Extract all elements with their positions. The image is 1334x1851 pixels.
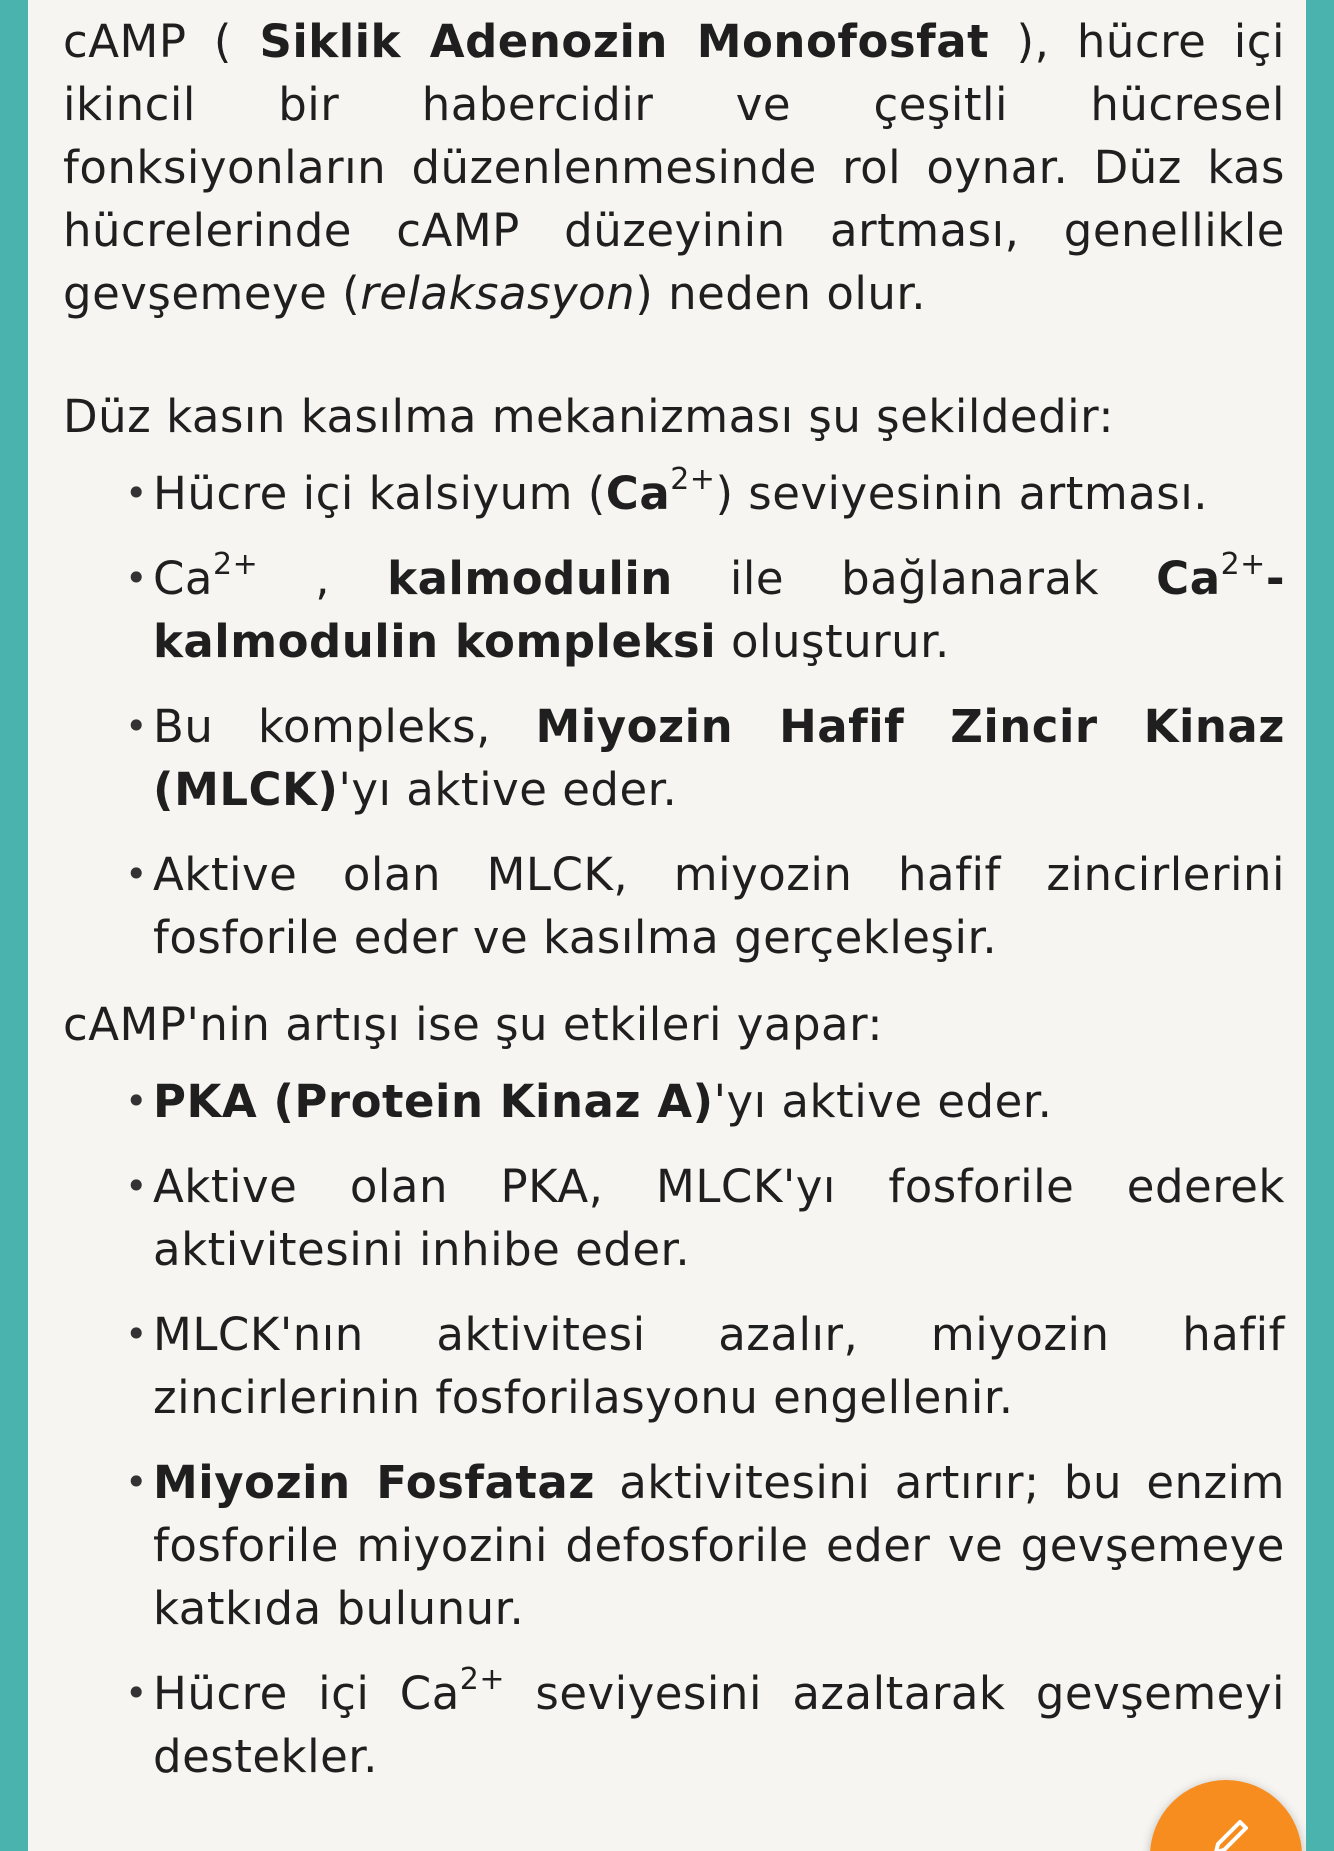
calcium-term: Ca <box>605 467 671 520</box>
list-item <box>153 1155 1285 1281</box>
item-text: Hücre içi Ca <box>153 1667 460 1720</box>
intro-text-end: ) neden olur. <box>635 267 927 320</box>
charge-superscript: 2+ <box>459 1662 506 1697</box>
calmodulin-term: kalmodulin <box>387 552 673 605</box>
list-item <box>153 1662 1285 1788</box>
list-item <box>153 1070 1285 1133</box>
item-text: Hücre içi kalsiyum ( <box>153 467 606 520</box>
item-text: 'yı aktive eder. <box>338 763 678 816</box>
charge-superscript: 2+ <box>213 547 259 582</box>
camp-effects-heading: cAMP'nin artışı ise şu etkileri yapar: <box>63 998 883 1051</box>
note-content <box>63 10 1285 1810</box>
list-item <box>153 547 1285 673</box>
list-item <box>153 1303 1285 1429</box>
calcium-term: Ca <box>1156 552 1221 605</box>
list-item <box>153 462 1285 525</box>
item-text: MLCK'nın aktivitesi azalır, miyozin hafif zincirlerinin fosforilasyonu engellenir. <box>153 1308 1285 1424</box>
intro-paragraph <box>63 10 1285 325</box>
list-item <box>153 843 1285 969</box>
camp-effects-list <box>63 1070 1285 1788</box>
paren-open: ( <box>186 15 260 68</box>
intro-text: ), hücre içi ikincil bir habercidir ve çeşitli hücresel fonksiyonların düzenlenmesinde rol oynar. Düz kas hücrelerinde cAMP düzeyinin artması, genellikle gevşemeye ( <box>63 15 1286 320</box>
item-text: oluşturur. <box>716 615 950 668</box>
complex-term: -kalmodulin kompleksi <box>153 552 1285 668</box>
note-page <box>28 0 1306 1851</box>
item-text: Aktive olan MLCK, miyozin hafif zincirlerini fosforile eder ve kasılma gerçekleşir. <box>153 848 1285 964</box>
camp-term: cAMP <box>63 15 187 68</box>
list-item <box>153 695 1285 821</box>
item-text: , <box>258 552 388 605</box>
charge-superscript: 2+ <box>670 462 716 497</box>
mlck-term: Miyozin Hafif Zincir Kinaz (MLCK) <box>153 700 1285 816</box>
myosin-phosphatase-term: Miyozin Fosfataz <box>153 1456 595 1509</box>
relaxation-term: relaksasyon <box>360 267 636 320</box>
item-text: aktivitesini artırır; bu enzim fosforile miyozini defosforile eder ve gevşemeye katkıda bulunur. <box>153 1456 1285 1635</box>
pka-term: PKA (Protein Kinaz A) <box>153 1075 714 1128</box>
item-text: ile bağlanarak <box>672 552 1157 605</box>
list-item <box>153 1451 1285 1640</box>
item-text: ) seviyesinin artması. <box>715 467 1209 520</box>
charge-superscript: 2+ <box>1220 547 1266 582</box>
item-text: Aktive olan PKA, MLCK'yı fosforile ederek aktivitesini inhibe eder. <box>153 1160 1285 1276</box>
camp-full-name: Siklik Adenozin Monofosfat <box>259 15 990 68</box>
item-text: seviyesini azaltarak gevşemeyi destekler. <box>153 1667 1285 1783</box>
contraction-heading: Düz kasın kasılma mekanizması şu şekildedir: <box>63 390 1115 443</box>
calcium-term: Ca <box>153 552 213 605</box>
pencil-icon <box>1210 1818 1250 1851</box>
contraction-list <box>63 462 1285 969</box>
item-text: 'yı aktive eder. <box>713 1075 1053 1128</box>
item-text: Bu kompleks, <box>153 700 536 753</box>
